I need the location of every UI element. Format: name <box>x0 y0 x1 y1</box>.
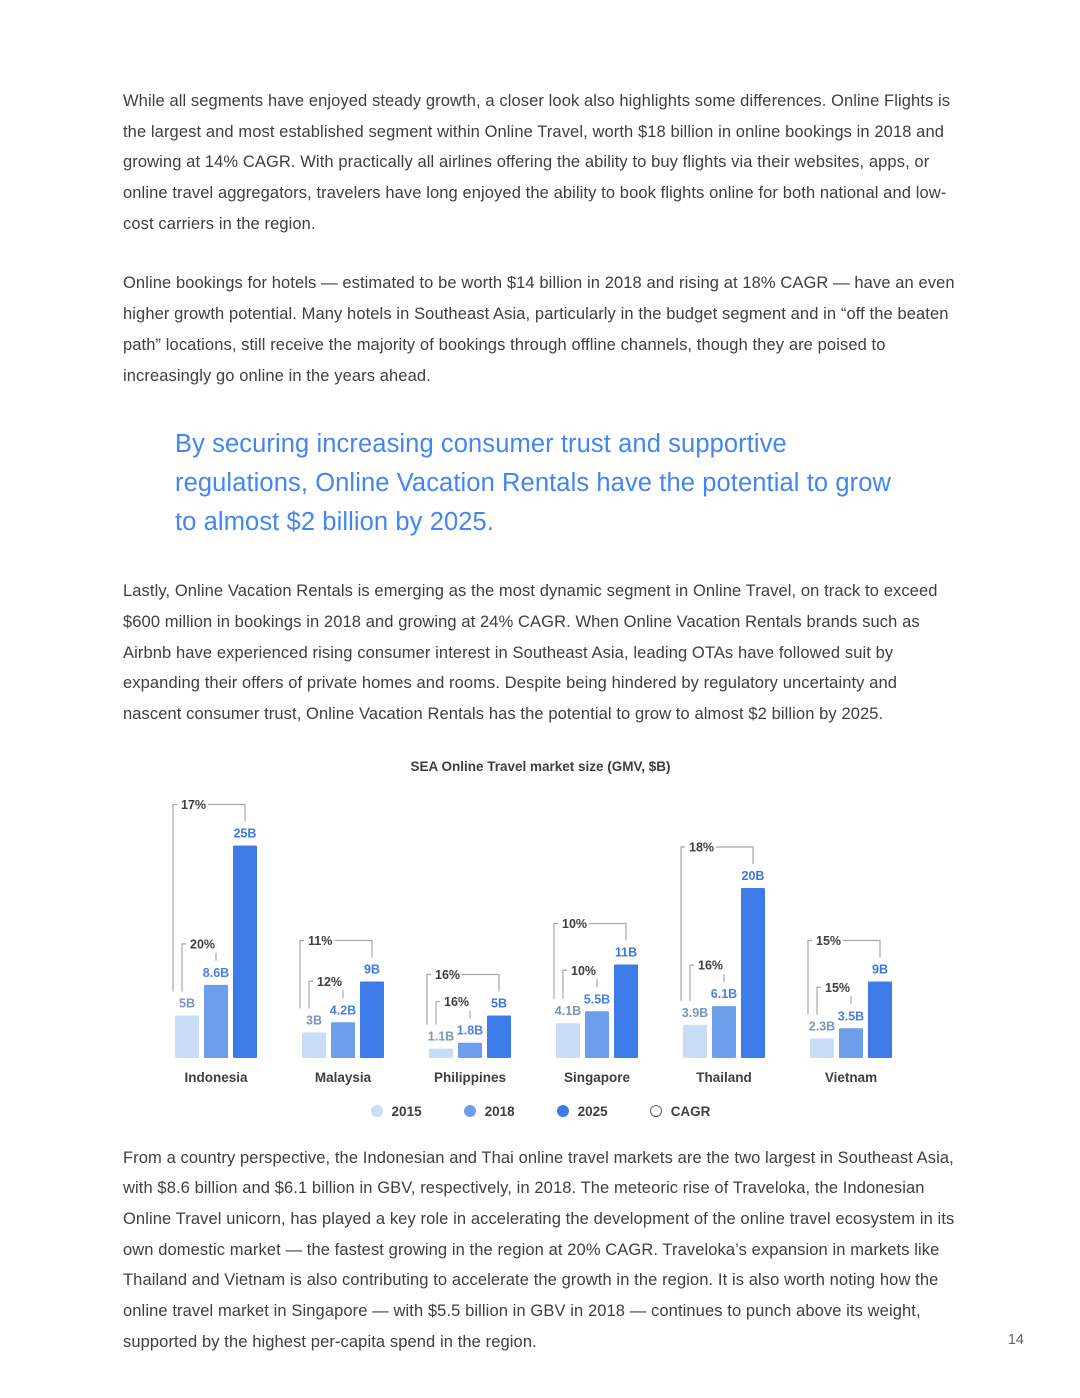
bar-value-label: 3B <box>305 1013 322 1028</box>
bar-value-label: 3.9B <box>681 1005 708 1020</box>
bar-value-label: 5B <box>178 996 195 1011</box>
page-number: 14 <box>1007 1332 1024 1348</box>
cagr-label: 20% <box>189 937 215 952</box>
legend-label: 2025 <box>577 1103 608 1119</box>
bar-value-label: 9B <box>363 962 380 977</box>
bar-2025-indonesia <box>233 845 257 1058</box>
country-label: Malaysia <box>314 1069 371 1085</box>
cagr-label: 10% <box>561 916 587 931</box>
legend-item-2025 <box>557 1104 608 1119</box>
cagr-label: 15% <box>815 933 841 948</box>
bar-2018-malaysia <box>331 1022 355 1058</box>
legend-item-cagr <box>650 1104 711 1119</box>
bar-2018-singapore <box>585 1011 609 1058</box>
bar-2025-malaysia <box>360 981 384 1058</box>
bar-2018-philippines <box>458 1042 482 1057</box>
cagr-label: 15% <box>824 980 850 995</box>
chart-legend <box>123 1104 958 1119</box>
bar-2018-thailand <box>712 1006 736 1058</box>
legend-label: CAGR <box>670 1103 711 1119</box>
bar-2015-philippines <box>429 1048 453 1057</box>
bar-2025-vietnam <box>868 981 892 1058</box>
bar-value-label: 8.6B <box>202 965 229 980</box>
legend-item-2018 <box>464 1104 515 1119</box>
bar-value-label: 9B <box>871 962 888 977</box>
legend-swatch-icon <box>371 1105 383 1117</box>
bar-2015-thailand <box>683 1024 707 1057</box>
bar-2015-singapore <box>556 1023 580 1058</box>
bar-value-label: 3.5B <box>837 1008 864 1023</box>
cagr-label: 17% <box>180 797 206 812</box>
cagr-label: 16% <box>443 994 469 1009</box>
bar-2018-indonesia <box>204 985 228 1058</box>
bar-value-label: 4.1B <box>554 1003 581 1018</box>
bar-value-label: 5.5B <box>583 991 610 1006</box>
paragraph-country-perspective: From a country perspective, the Indonesian and Thai online travel markets are the two largest in Southeast Asia, with $8.6 billion and $6.1 billion in GBV, respectively, in 2018. The meteoric rise of Traveloka, the Indonesian Online Travel unicorn, has played a key role in accelerating the development of the online travel ecosystem in its own domestic market — the fastest growing in the region at 20% CAGR. Traveloka’s expansion in markets like Thailand and Vietnam is also contributing to accelerate the growth in the region. It is also worth noting how the online travel market in Singapore — with $5.5 billion in GBV in 2018 — continues to punch above its weight, supported by the highest per-capita spend in the region. <box>123 1148 955 1351</box>
country-label: Philippines <box>433 1069 506 1085</box>
chart-title: SEA Online Travel market size (GMV, $B) <box>410 758 671 774</box>
paragraph-vacation-rentals: Lastly, Online Vacation Rentals is emerging as the most dynamic segment in Online Travel, on track to exceed $600 million in bookings in 2018 and growing at 24% CAGR. When Online Vacation Rentals brands such as Airbnb have experienced rising consumer interest in Southeast Asia, leading OTAs have followed suit by expanding their offers of private homes and rooms. Despite being hindered by regulatory uncertainty and nascent consumer trust, Online Vacation Rentals has the potential to grow to almost $2 billion by 2025. <box>123 582 938 723</box>
bar-value-label: 6.1B <box>710 986 737 1001</box>
cagr-label: 11% <box>307 933 332 948</box>
legend-item-2015 <box>371 1104 422 1119</box>
cagr-label: 18% <box>688 840 714 855</box>
legend-label: 2015 <box>391 1103 422 1119</box>
bar-2015-vietnam <box>810 1038 834 1058</box>
paragraph-flights: While all segments have enjoyed steady growth, a closer look also highlights some differences. Online Flights is the largest and most established segment within Online Travel, worth $18 billion in online bookings in 2018 and growing at 14% CAGR. With practically all airlines offering the ability to buy flights via their websites, apps, or online travel aggregators, travelers have long enjoyed the ability to book flights online for both national and low-cost carriers in the region. <box>123 92 951 233</box>
bar-2025-singapore <box>614 964 638 1058</box>
bar-value-label: 1.1B <box>427 1029 454 1044</box>
country-label: Thailand <box>695 1069 752 1085</box>
bar-value-label: 25B <box>233 826 256 841</box>
bar-2025-philippines <box>487 1015 511 1058</box>
cagr-label: 16% <box>434 967 460 982</box>
pull-quote: By securing increasing consumer trust and supportive regulations, Online Vacation Rentals have the potential to grow to almost $2 billion by 2025. <box>175 430 892 537</box>
bar-value-label: 4.2B <box>329 1002 356 1017</box>
legend-swatch-icon <box>557 1105 569 1117</box>
cagr-label: 12% <box>316 974 342 989</box>
legend-swatch-icon <box>464 1105 476 1117</box>
country-label: Indonesia <box>183 1069 248 1085</box>
legend-label: 2018 <box>484 1103 515 1119</box>
chart-figure <box>123 759 958 1119</box>
paragraph-hotels: Online bookings for hotels — estimated to be worth $14 billion in 2018 and rising at 18% CAGR — have an even higher growth potential. Many hotels in Southeast Asia, particularly in the budget segment and in “off the beaten path” locations, still receive the majority of bookings through offline channels, though they are poised to increasingly go online in the years ahead. <box>123 274 955 385</box>
bar-2018-vietnam <box>839 1028 863 1058</box>
country-label: Vietnam <box>824 1069 877 1085</box>
bar-2015-malaysia <box>302 1032 326 1058</box>
country-label: Singapore <box>563 1069 630 1085</box>
cagr-open-circle-icon <box>650 1105 662 1117</box>
bar-value-label: 1.8B <box>456 1023 483 1038</box>
bar-value-label: 20B <box>741 868 764 883</box>
bar-2025-thailand <box>741 888 765 1058</box>
bar-value-label: 5B <box>490 996 507 1011</box>
bar-chart <box>146 776 936 1094</box>
bar-2015-indonesia <box>175 1015 199 1058</box>
cagr-label: 10% <box>570 963 596 978</box>
bar-value-label: 11B <box>614 945 637 960</box>
bar-value-label: 2.3B <box>808 1019 835 1034</box>
cagr-label: 16% <box>697 958 723 973</box>
